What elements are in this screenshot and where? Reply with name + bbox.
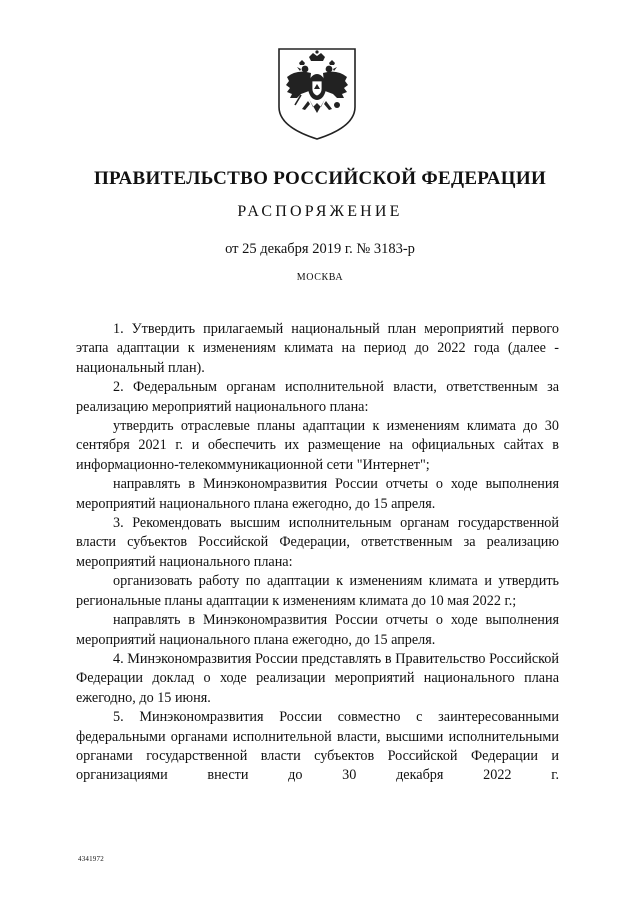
document-body [76,320,559,786]
paragraph-3: 3. Рекомендовать высшим исполнительным органам государственной власти субъектов Российской Федерации, ответственным за реализацию мероприятий национального плана: [76,515,559,570]
paragraph-3a: организовать работу по адаптации к изменениям климата и утвердить региональные планы адаптации к изменениям климата до 10 мая 2022 г.; [76,573,559,609]
document-city: МОСКВА [296,272,344,283]
paragraph-4: 4. Минэкономразвития России представлять в Правительство Российской Федерации доклад о ходе реализации мероприятий национального плана ежегодно, до 15 июня. [76,650,559,706]
document-date-number: от 25 декабря 2019 г. № 3183-р [225,241,415,257]
paragraph-5: 5. Минэкономразвития России совместно с заинтересованными федеральными органами исполнительной власти, высшими исполнительными органами государственной власти субъектов Российской Федерации и организациями внести до 30 декабря 2022 г. [76,709,559,784]
document-code: 4341972 [78,855,104,863]
document-type: РАСПОРЯЖЕНИЕ [237,203,403,220]
paragraph-2a: утвердить отраслевые планы адаптации к изменениям климата до 30 сентября 2021 г. и обеспечить их размещение на официальных сайтах в информационно-телекоммуникационной сети "Интернет"; [76,418,559,473]
paragraph-1: 1. Утвердить прилагаемый национальный план мероприятий первого этапа адаптации к изменениям климата на период до 2022 года (далее - национальный план). [76,321,559,376]
paragraph-3b: направлять в Минэкономразвития России отчеты о ходе выполнения мероприятий национального плана ежегодно, до 15 апреля. [76,612,559,648]
russian-coat-of-arms-icon [275,47,359,141]
paragraph-2b: направлять в Минэкономразвития России отчеты о ходе выполнения мероприятий национального плана ежегодно, до 15 апреля. [76,476,559,512]
government-title: ПРАВИТЕЛЬСТВО РОССИЙСКОЙ ФЕДЕРАЦИИ [93,168,547,189]
paragraph-2: 2. Федеральным органам исполнительной власти, ответственным за реализацию мероприятий национального плана: [76,379,559,415]
